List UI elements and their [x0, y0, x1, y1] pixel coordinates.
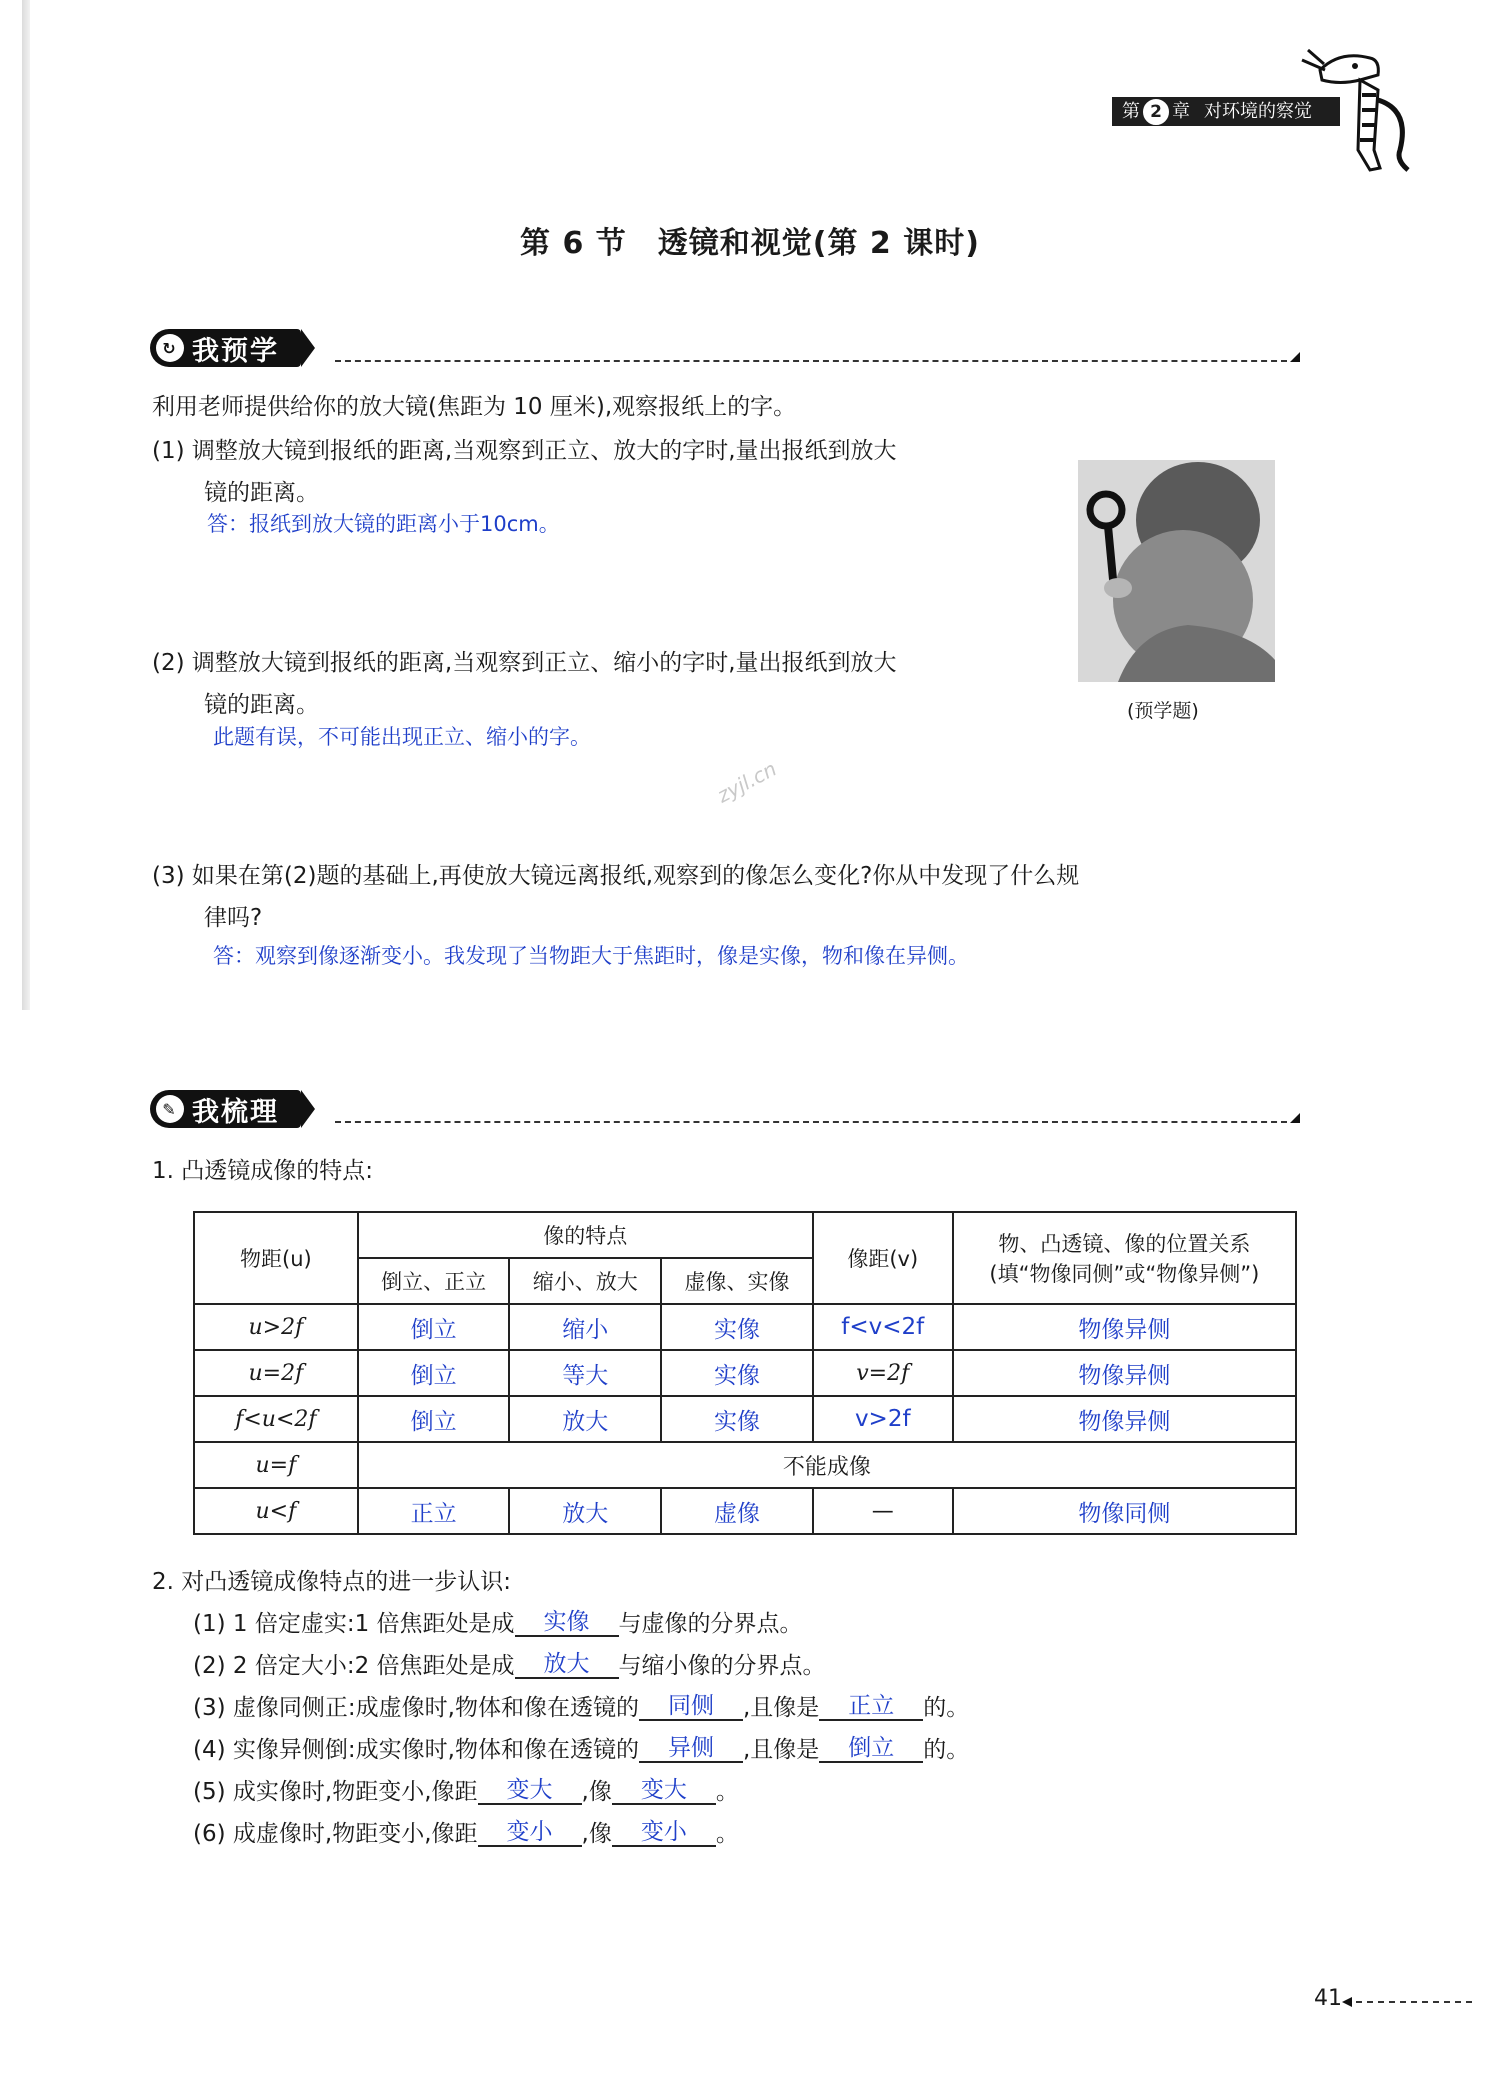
cell-image-type: 虚像 [661, 1488, 813, 1534]
cell-v: v=2f [813, 1350, 953, 1396]
cell-u: u>2f [194, 1304, 358, 1350]
chapter-prefix: 第 [1122, 101, 1140, 122]
cell-size: 放大 [509, 1488, 661, 1534]
q1-text-line2: 镜的距离。 [204, 480, 319, 506]
corner-triangle-icon [1290, 1113, 1300, 1123]
cell-no-image: 不能成像 [358, 1442, 1296, 1488]
statement-5-text-a: (5) 成实像时,物距变小,像距 [193, 1779, 478, 1805]
statement-4-text-b: ,且像是 [742, 1737, 820, 1763]
review-dashed-line [335, 1121, 1287, 1123]
table-row [194, 1304, 1296, 1350]
fill-blank: 倒立 [819, 1735, 923, 1763]
cycle-arrows-icon: ↻ [156, 334, 184, 362]
preview-intro: 利用老师提供给你的放大镜(焦距为 10 厘米),观察报纸上的字。 [152, 394, 797, 420]
statement-3-text-c: 的。 [923, 1695, 970, 1721]
statement-4-text-c: 的。 [923, 1737, 970, 1763]
photo-caption: (预学题) [1127, 700, 1199, 722]
review-banner [150, 1090, 301, 1128]
review-banner-pill [150, 1090, 301, 1128]
review-item1: 1. 凸透镜成像的特点: [152, 1158, 374, 1184]
fill-blank: 变大 [612, 1777, 716, 1805]
fill-blank: 同侧 [639, 1693, 743, 1721]
cell-relation: 物像异侧 [953, 1350, 1296, 1396]
preview-heading: 我预学 [192, 335, 279, 367]
q1-text-line1: (1) 调整放大镜到报纸的距离,当观察到正立、放大的字时,量出报纸到放大 [152, 438, 897, 464]
watermark: zyjl.cn [713, 756, 781, 808]
fill-blank: 变小 [612, 1819, 716, 1847]
statement-5 [193, 1773, 739, 1811]
statement-2-text-a: (2) 2 倍定大小:2 倍焦距处是成 [193, 1653, 515, 1679]
table-row [194, 1488, 1296, 1534]
cell-size: 放大 [509, 1396, 661, 1442]
preview-banner-pill [150, 329, 301, 367]
cell-relation: 物像异侧 [953, 1304, 1296, 1350]
magnifier-photo [1078, 460, 1275, 682]
q2-text-line2: 镜的距离。 [204, 692, 319, 718]
statement-4 [193, 1731, 969, 1769]
cell-orientation: 正立 [358, 1488, 510, 1534]
statement-2-text-b: 与缩小像的分界点。 [618, 1653, 826, 1679]
statement-4-text-a: (4) 实像异侧倒:成实像时,物体和像在透镜的 [193, 1737, 639, 1763]
preview-banner [150, 329, 301, 367]
statement-1-text-a: (1) 1 倍定虚实:1 倍焦距处是成 [193, 1611, 515, 1637]
cell-u: u<f [194, 1488, 358, 1534]
q3-answer: 答：观察到像逐渐变小。我发现了当物距大于焦距时，像是实像，物和像在异侧。 [213, 944, 969, 968]
cell-relation: 物像同侧 [953, 1488, 1296, 1534]
cell-image-type: 实像 [661, 1396, 813, 1442]
fill-blank: 正立 [819, 1693, 923, 1721]
q3-text-line2: 律吗? [204, 905, 263, 931]
statement-6-text-b: ,像 [581, 1821, 612, 1847]
page-spine-shadow [22, 0, 30, 1010]
page-number: 41 [1314, 1986, 1342, 2011]
cell-u: u=2f [194, 1350, 358, 1396]
page-number-decoration [1342, 1996, 1477, 2008]
header-inverted-upright: 倒立、正立 [358, 1258, 510, 1304]
statement-5-text-b: ,像 [581, 1779, 612, 1805]
cell-image-type: 实像 [661, 1304, 813, 1350]
cell-u: u=f [194, 1442, 358, 1488]
fill-blank: 变小 [478, 1819, 582, 1847]
cell-relation: 物像异侧 [953, 1396, 1296, 1442]
statement-3-text-a: (3) 虚像同侧正:成虚像时,物体和像在透镜的 [193, 1695, 639, 1721]
statement-3-text-b: ,且像是 [742, 1695, 820, 1721]
cell-v: f<v<2f [813, 1304, 953, 1350]
statement-1-text-b: 与虚像的分界点。 [618, 1611, 803, 1637]
fill-blank: 实像 [515, 1609, 619, 1637]
statement-6 [193, 1815, 739, 1853]
table-row [194, 1350, 1296, 1396]
cell-orientation: 倒立 [358, 1304, 510, 1350]
cell-size: 等大 [509, 1350, 661, 1396]
header-position-relation-line1: 物、凸透镜、像的位置关系 [998, 1232, 1251, 1256]
table-row [194, 1442, 1296, 1488]
cell-u: f<u<2f [194, 1396, 358, 1442]
q2-answer: 此题有误，不可能出现正立、缩小的字。 [213, 725, 591, 749]
section-title: 第 6 节 透镜和视觉(第 2 课时) [520, 226, 980, 261]
header-image-distance: 像距(v) [813, 1212, 953, 1304]
header-object-distance: 物距(u) [194, 1212, 358, 1304]
fill-blank: 放大 [515, 1651, 619, 1679]
cell-v: v>2f [813, 1396, 953, 1442]
chapter-suffix: 章 [1172, 101, 1190, 122]
fill-blank: 变大 [478, 1777, 582, 1805]
chapter-label [1112, 97, 1340, 126]
statement-6-text-c: 。 [715, 1821, 739, 1847]
header-position-relation-line2: (填“物像同侧”或“物像异侧”) [989, 1262, 1260, 1286]
statement-5-text-c: 。 [715, 1779, 739, 1805]
statement-3 [193, 1689, 969, 1727]
statement-6-text-a: (6) 成虚像时,物距变小,像距 [193, 1821, 478, 1847]
magnifier-photo-illustration [1078, 460, 1275, 682]
header-position-relation [953, 1212, 1296, 1304]
cell-image-type: 实像 [661, 1350, 813, 1396]
statement-1 [193, 1605, 803, 1643]
statement-2 [193, 1647, 826, 1685]
q2-text-line1: (2) 调整放大镜到报纸的距离,当观察到正立、缩小的字时,量出报纸到放大 [152, 650, 897, 676]
cell-orientation: 倒立 [358, 1396, 510, 1442]
compass-icon: ✎ [156, 1095, 184, 1123]
lens-imaging-table [193, 1211, 1297, 1535]
chapter-number-badge: 2 [1143, 99, 1169, 125]
header-size: 缩小、放大 [509, 1258, 661, 1304]
review-item2: 2. 对凸透镜成像特点的进一步认识: [152, 1569, 512, 1595]
cell-v: — [813, 1488, 953, 1534]
chapter-title: 对环境的察觉 [1204, 101, 1312, 122]
cell-size: 缩小 [509, 1304, 661, 1350]
review-heading: 我梳理 [192, 1096, 279, 1128]
corner-triangle-icon [1290, 352, 1300, 362]
header-virtual-real: 虚像、实像 [661, 1258, 813, 1304]
q1-answer: 答：报纸到放大镜的距离小于10cm。 [207, 512, 560, 536]
q3-text-line1: (3) 如果在第(2)题的基础上,再使放大镜远离报纸,观察到的像怎么变化?你从中发现了什么规 [152, 863, 1080, 889]
header-image-features: 像的特点 [358, 1212, 813, 1258]
table-row [194, 1396, 1296, 1442]
cell-orientation: 倒立 [358, 1350, 510, 1396]
arrow-left-icon [1342, 1996, 1477, 2008]
preview-dashed-line [335, 360, 1287, 362]
fill-blank: 异侧 [639, 1735, 743, 1763]
